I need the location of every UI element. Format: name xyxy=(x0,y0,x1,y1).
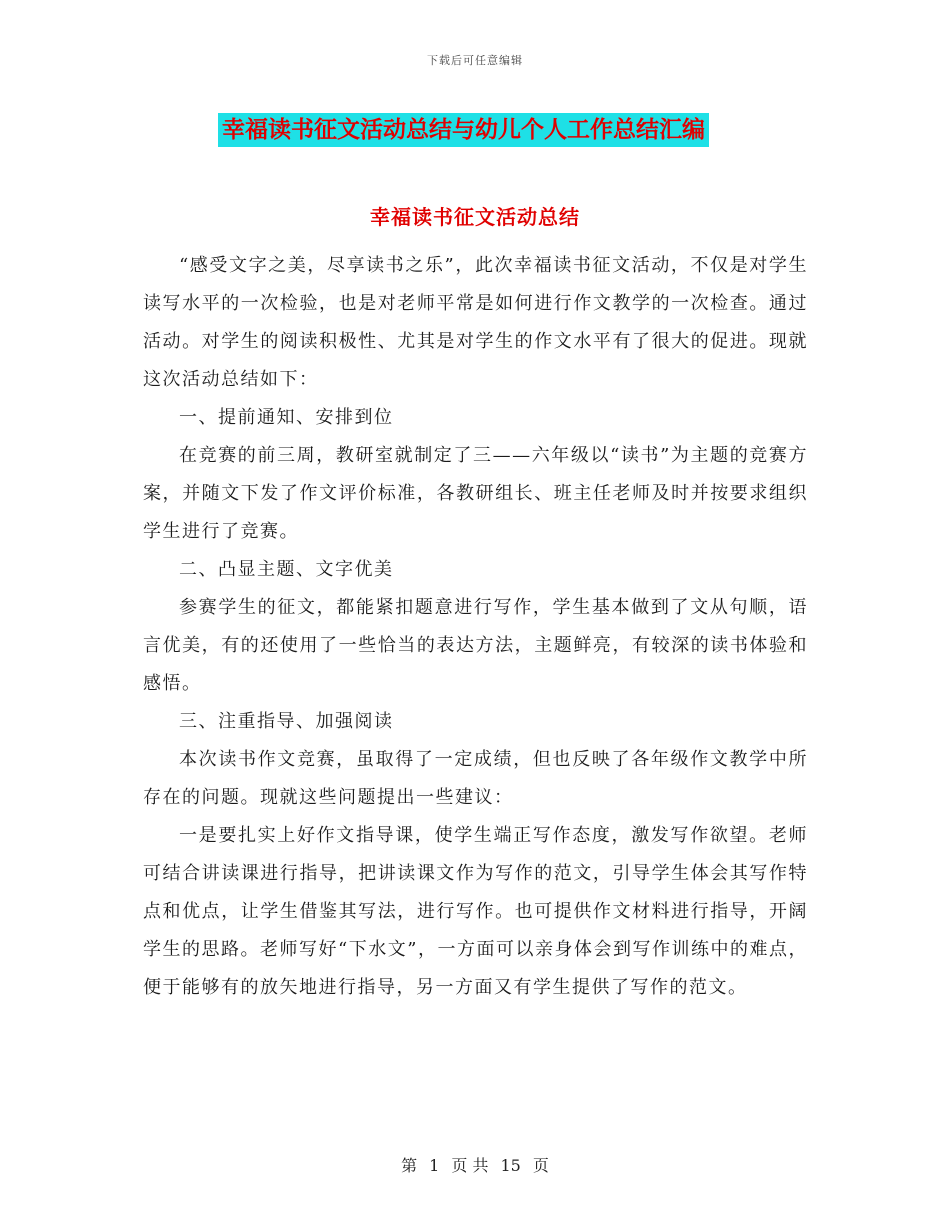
heading-1: 一、提前通知、安排到位 xyxy=(179,407,394,428)
page-label-suffix: 页 xyxy=(532,1156,549,1175)
current-page-number: 1 xyxy=(429,1156,440,1175)
page-label-prefix: 第 xyxy=(401,1156,418,1175)
total-pages-number: 15 xyxy=(500,1156,521,1175)
paragraph-intro: “感受文字之美，尽享读书之乐”，此次幸福读书征文活动，不仅是对学生读写水平的一次检验，也是对老师平常是如何进行作文教学的一次检查。通过活动。对学生的阅读积极性、尤其是对学生的作文水平有了很大的促进。现就这次活动总结如下： xyxy=(143,255,808,390)
section-title: 幸福读书征文活动总结 xyxy=(370,205,580,229)
page-footer xyxy=(0,1153,950,1176)
paragraph-1: 在竞赛的前三周，教研室就制定了三——六年级以“读书”为主题的竞赛方案，并随文下发了作文评价标准，各教研组长、班主任老师及时并按要求组织学生进行了竞赛。 xyxy=(143,445,808,542)
page-label-mid: 页 共 xyxy=(451,1156,489,1175)
document-body xyxy=(143,247,808,1007)
paragraph-2: 参赛学生的征文，都能紧扣题意进行写作，学生基本做到了文从句顺，语言优美，有的还使用了一些恰当的表达方法，主题鲜亮，有较深的读书体验和感悟。 xyxy=(143,597,808,694)
header-note: 下载后可任意编辑 xyxy=(427,54,523,67)
heading-2: 二、凸显主题、文字优美 xyxy=(179,559,394,580)
paragraph-3: 本次读书作文竞赛，虽取得了一定成绩，但也反映了各年级作文教学中所存在的问题。现就这些问题提出一些建议： xyxy=(143,749,808,808)
paragraph-4: 一是要扎实上好作文指导课，使学生端正写作态度，激发写作欲望。老师可结合讲读课进行指导，把讲读课文作为写作的范文，引导学生体会其写作特点和优点，让学生借鉴其写法，进行写作。也可提供作文材料进行指导，开阔学生的思路。老师写好“下水文”，一方面可以亲身体会到写作训练中的难点，便于能够有的放矢地进行指导，另一方面又有学生提供了写作的范文。 xyxy=(143,825,808,998)
document-title: 幸福读书征文活动总结与幼儿个人工作总结汇编 xyxy=(218,113,709,147)
heading-3: 三、注重指导、加强阅读 xyxy=(179,711,394,732)
